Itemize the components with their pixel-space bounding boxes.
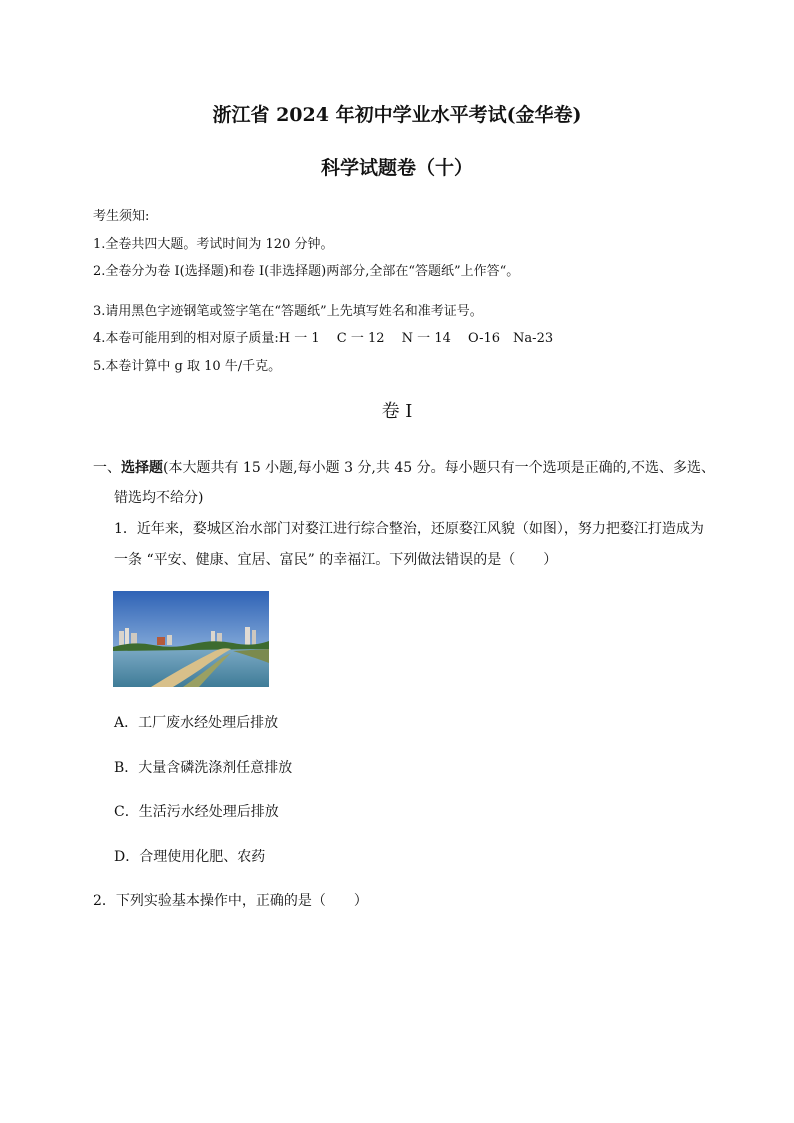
question-1-stem: 1．近年来，婺城区治水部门对婺江进行综合整治，还原婺江风貌（如图），努力把婺江打造成为 (114, 521, 704, 537)
notice-heading: 考生须知: (93, 209, 150, 224)
section-1-desc: (本大题共有 15 小题,每小题 3 分,共 45 分。每小题只有一个选项是正确的,不选、多选、 (163, 460, 716, 476)
paper-subtitle: 科学试题卷（十） (320, 157, 473, 179)
section-1-heading (93, 457, 715, 477)
notice-item-1: 1.全卷共四大题。考试时间为 120 分钟。 (93, 237, 334, 252)
notice-item-4: 4.本卷可能用到的相对原子质量:H 一 1 C 一 12 N 一 14 O-16 Na-23 (93, 331, 554, 346)
question-1-option-a: A．工厂废水经处理后排放 (114, 715, 279, 731)
notice-item-3: 3.请用黑色字迹钢笔或签字笔在“答题纸”上先填写姓名和准考证号。 (93, 304, 483, 319)
section-1-desc-cont: 错选均不给分) (114, 490, 204, 506)
question-2-stem: 2．下列实验基本操作中，正确的是（ ） (93, 893, 368, 909)
question-1-option-d: D．合理使用化肥、农药 (114, 849, 266, 865)
notice-item-5: 5.本卷计算中 g 取 10 牛/千克。 (93, 359, 282, 374)
question-1-option-c: C．生活污水经处理后排放 (114, 804, 279, 820)
notice-item-2: 2.全卷分为卷 I(选择题)和卷 I(非选择题)两部分,全部在“答题纸”上作答“。 (93, 264, 520, 279)
section-1-number: 一、 (93, 460, 121, 476)
volume-label: 卷 I (381, 401, 413, 422)
river-photo (113, 591, 269, 687)
question-1-option-b: B．大量含磷洗涤剂任意排放 (114, 760, 293, 776)
question-1-stem-cont: 一条 “平安、健康、宜居、富民” 的幸福江。下列做法错误的是（ ） (114, 552, 558, 568)
section-1-title: 选择题 (121, 460, 163, 476)
exam-title: 浙江省 2024 年初中学业水平考试(金华卷) (212, 104, 582, 126)
